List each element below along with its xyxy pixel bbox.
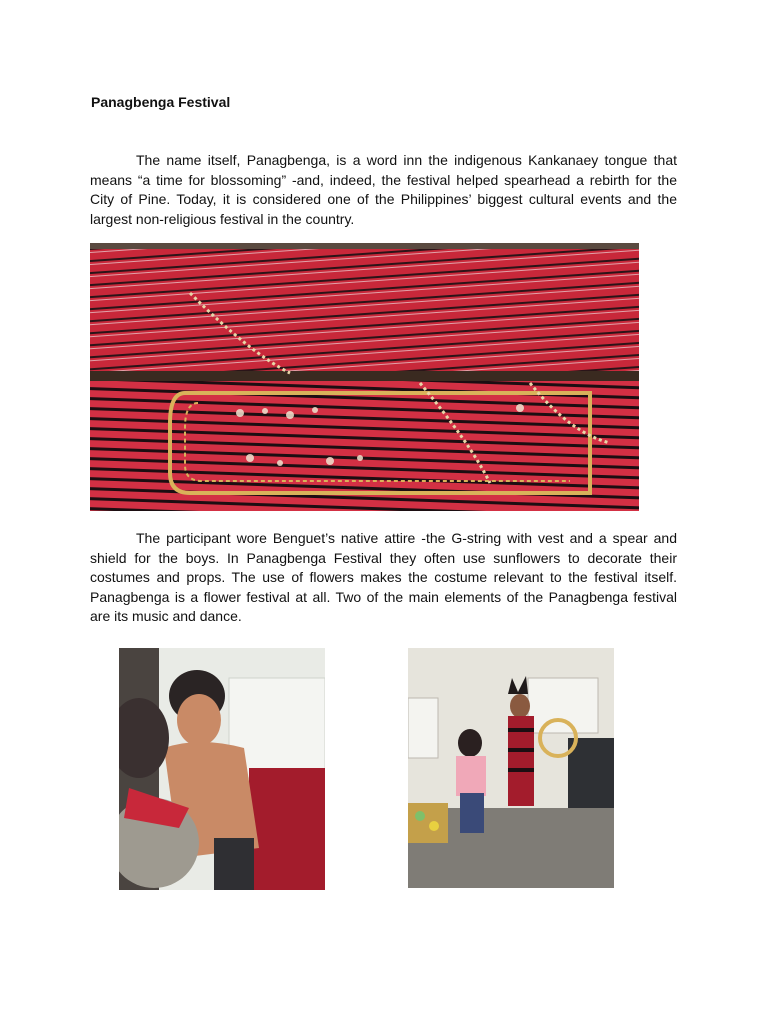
attire-paragraph: The participant wore Benguet’s native attire -the G-string with vest and a spear and shield for the boys. In Panagbenga Festival they often use sunflowers to decorate their costumes and props. The use of flowers makes the costume relevant to the festival itself. Panagbenga is a flower festival at all. Two of the main elements of the Panagbenga festival are its music and dance. (90, 530, 677, 624)
textiles-photo (90, 243, 639, 511)
intro-paragraph: The name itself, Panagbenga, is a word inn the indigenous Kankanaey tongue that means “a time for blossoming” -and, indeed, the festival helped spearhead a rebirth for the City of Pine. Today, it is considered one of the Philippines’ biggest cultural events and the largest non-religious festival in the country. (90, 152, 677, 227)
classroom-costume-photo (408, 648, 614, 888)
participant-dressing-photo (119, 648, 325, 890)
page-title: Panagbenga Festival (91, 94, 231, 110)
